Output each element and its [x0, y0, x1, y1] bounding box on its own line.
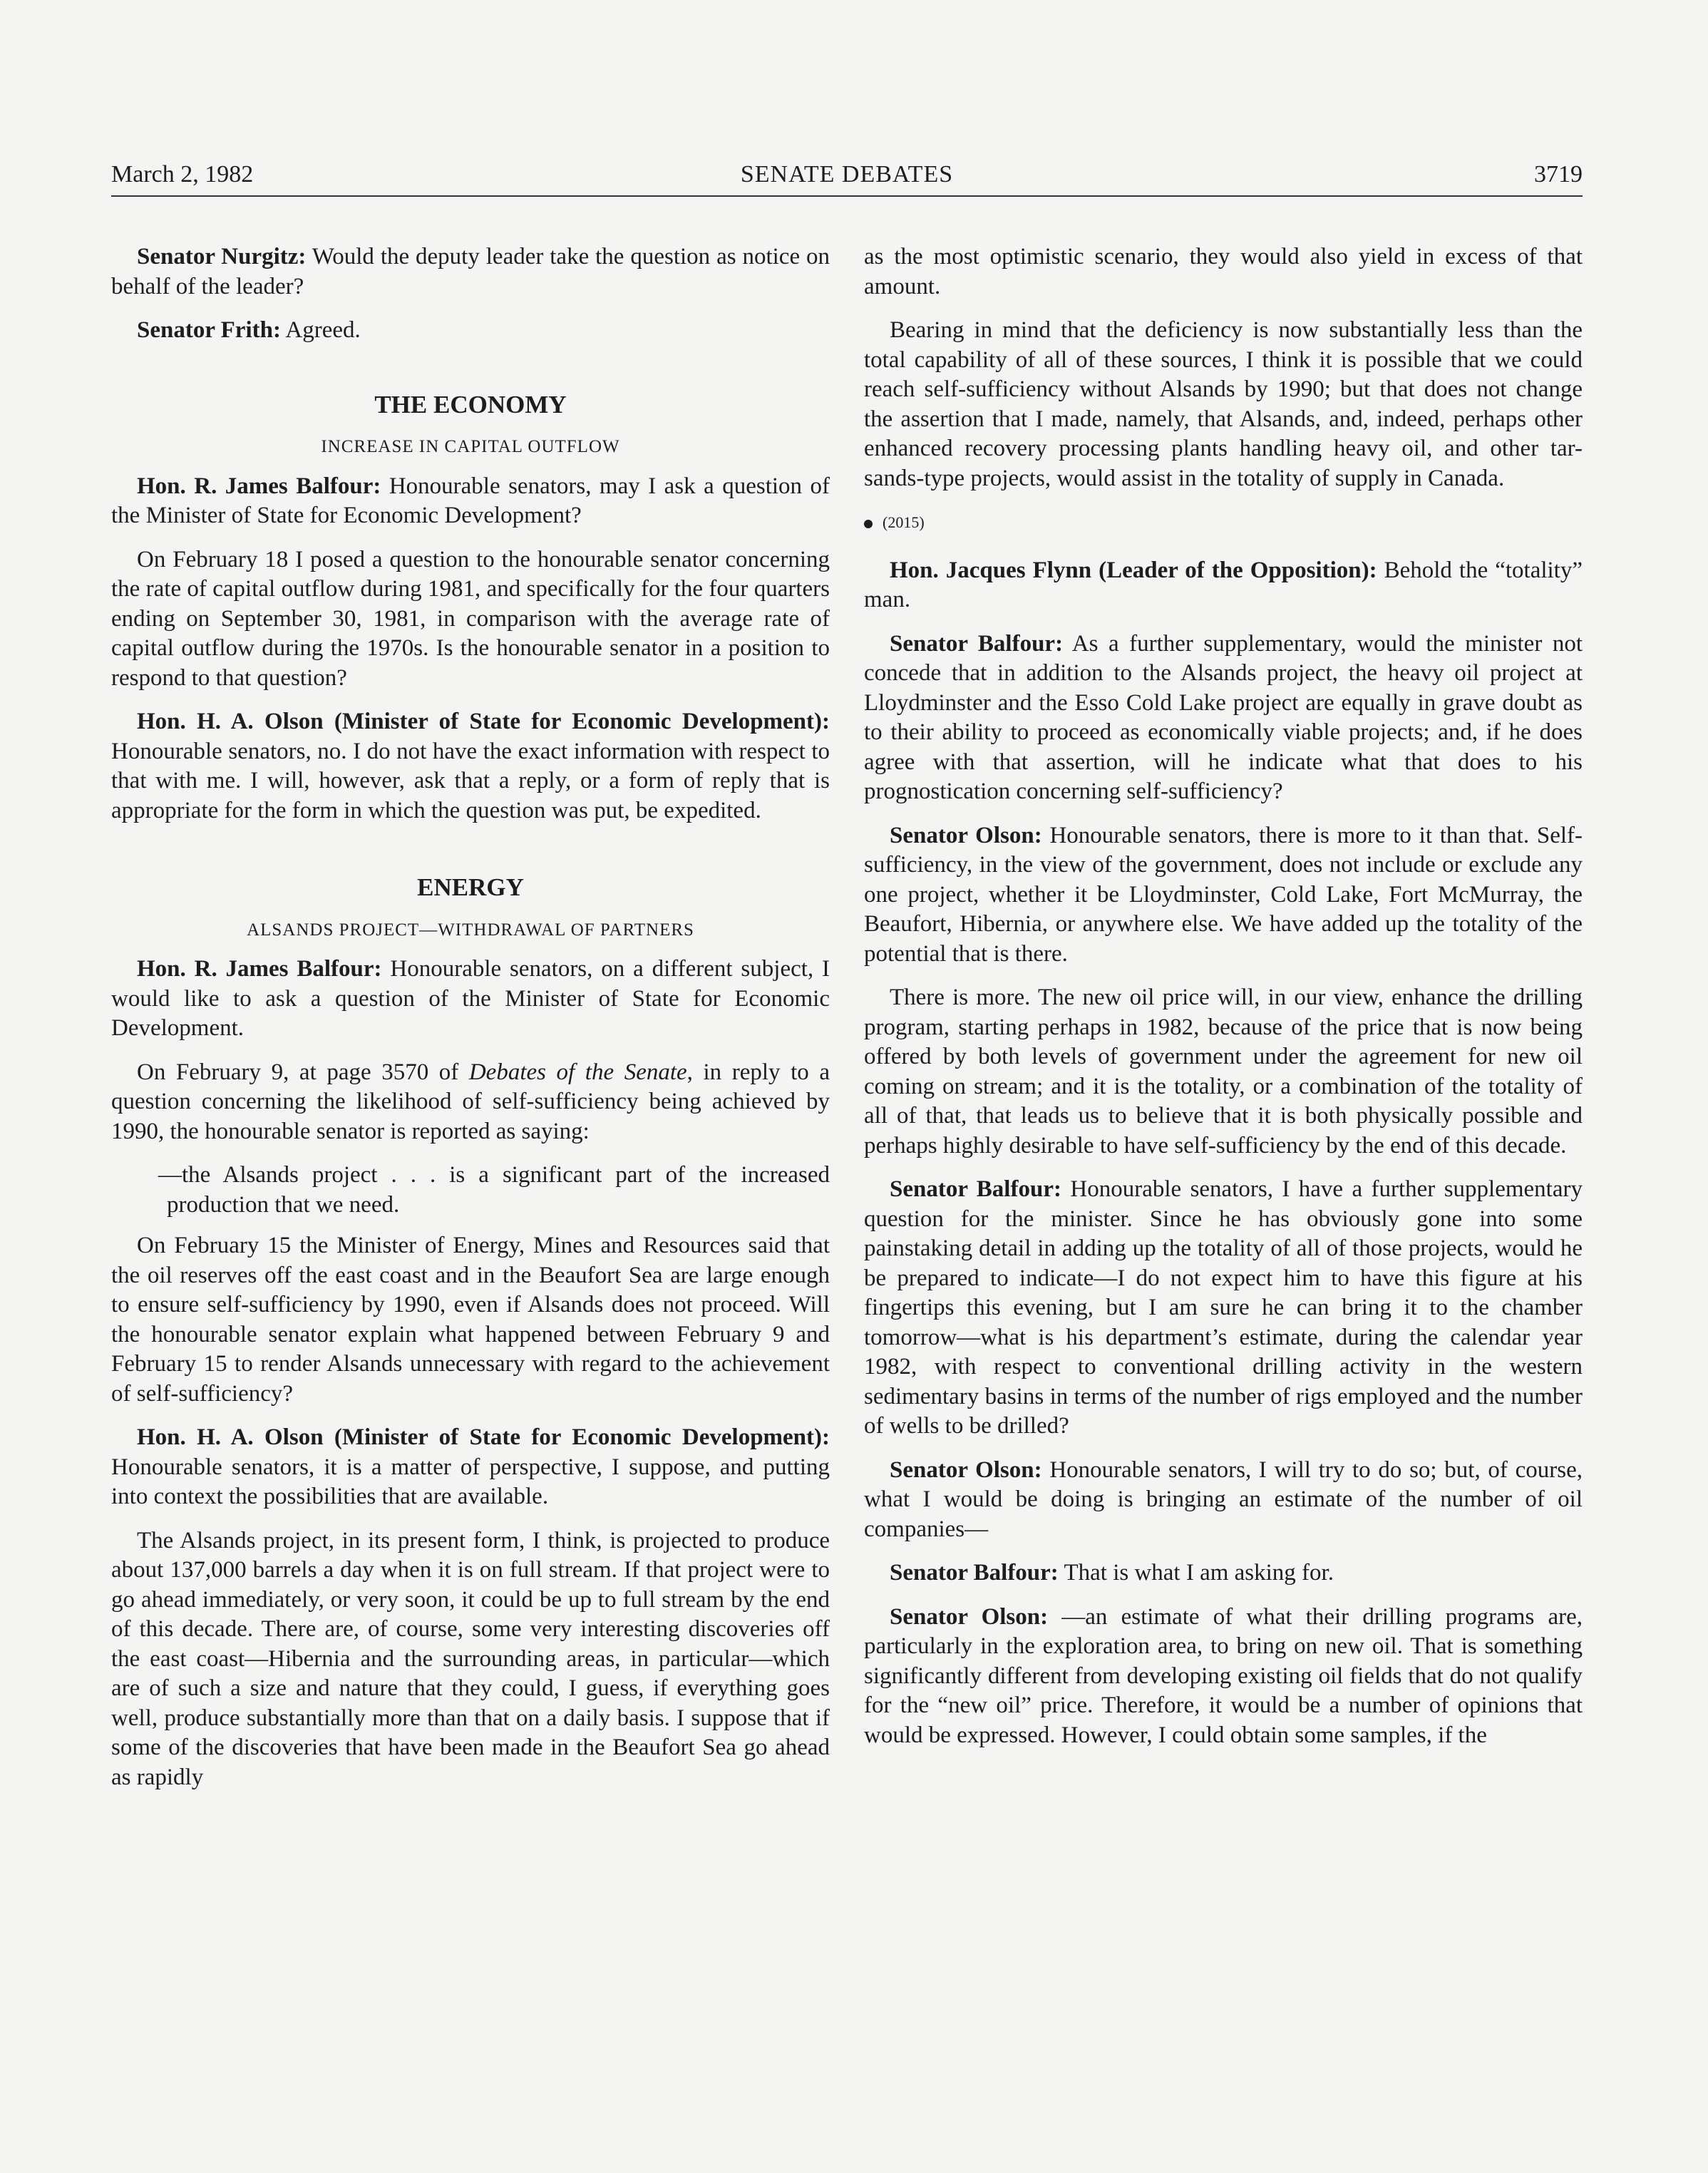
paragraph [864, 1175, 1583, 1442]
speech-text: Would the deputy leader take the question as notice on behalf of the leader? [111, 244, 830, 299]
speaker-name: Hon. R. James Balfour: [137, 473, 381, 499]
speaker-name: Senator Balfour: [890, 630, 1064, 657]
paragraph [111, 1423, 830, 1512]
speech-text: On February 9, at page 3570 of [137, 1059, 469, 1085]
speech-text: Honourable senators, I have a further supplementary question for the minister. Since he has obviously gone into some painstaking detail in adding up the totality of all of those projects, would he be prepared to indicate—I do not expect him to have this figure at his fingertips this evening, but I am sure he can bring it to the chamber tomorrow—what is his department’s estimate, during the calendar year 1982, with respect to conventional drilling activity in the western sedimentary basins in terms of the number of rigs employed and the number of wells to be drilled? [864, 1176, 1583, 1439]
paragraph [111, 955, 830, 1044]
section-heading: ENERGY [417, 873, 524, 901]
header-title: SENATE DEBATES [740, 161, 954, 187]
speaker-name: Senator Olson: [890, 1457, 1042, 1483]
speech-text: As a further supplementary, would the minister not concede that in addition to the Alsands project, the heavy oil project at Lloydminster and the Esso Cold Lake project are equally in grave doubt as to their ability to proceed as economically viable projects; and, if he does agree with that assertion, will he indicate what that does to his prognostication concerning self-sufficiency? [864, 630, 1583, 804]
paragraph [864, 1456, 1583, 1545]
paragraph [111, 1058, 830, 1147]
paragraph: On February 15 the Minister of Energy, Mines and Resources said that the oil reserves off the east coast and in the Beaufort Sea are large enough to ensure self-sufficiency by 1990, even if Alsands does not proceed. Will the honourable senator explain what happened between February 9 and February 15 to render Alsands unnecessary with regard to the achievement of self-sufficiency? [111, 1233, 830, 1407]
header-page-number: 3719 [1534, 161, 1583, 187]
paragraph [111, 242, 830, 302]
block-quote: —the Alsands project . . . is a significant part of the increased production that we need. [158, 1162, 830, 1218]
paragraph [864, 1603, 1583, 1751]
paragraph [864, 821, 1583, 970]
speaker-name: Senator Olson: [890, 822, 1042, 848]
paragraph [864, 556, 1583, 615]
section-subheading: ALSANDS PROJECT—WITHDRAWAL OF PARTNERS [247, 920, 694, 940]
speaker-name: Senator Nurgitz: [137, 244, 307, 269]
speaker-name: Senator Frith: [137, 317, 281, 343]
paragraph: The Alsands project, in its present form, I think, is projected to produce about 137,000 barrels a day when it is on full stream. If that project were to go ahead immediately, or very soon, it could be up to full stream by the end of this decade. There are, of course, some very interesting discoveries off the east coast—Hibernia and the surrounding areas, in particular—which are of such a size and nature that they could, I guess, if everything goes well, produce substantially more than that on a daily basis. I suppose that if some of the discoveries that have been made in the Beaufort Sea go ahead as rapidly [111, 1527, 830, 1790]
paragraph: Bearing in mind that the deficiency is now substantially less than the total capability of all of these sources, I think it is possible that we could reach self-sufficiency without Alsands by 1990; but that does not change the assertion that I made, namely, that Alsands, and, indeed, perhaps other enhanced recovery processing plants handling heavy oil, and other tar-sands-type projects, would assist in the totality of supply in Canada. [864, 317, 1583, 491]
paragraph: On February 18 I posed a question to the honourable senator concerning the rate of capital outflow during 1981, and specifically for the four quarters ending on September 30, 1981, in comparison with the average rate of capital outflow during the 1970s. Is the honourable senator in a position to respond to that question? [111, 546, 830, 691]
left-column [111, 242, 830, 1807]
speech-text: Honourable senators, on a different subject, I would like to ask a question of the Minister of State for Economic Development. [111, 956, 830, 1041]
publication-title: Debates of the Senate [468, 1059, 687, 1085]
speech-text: —an estimate of what their drilling programs are, particularly in the exploration area, to bring on new oil. That is something significantly different from developing existing oil fields that do not qualify for the “new oil” price. Therefore, it would be a number of opinions that would be expressed. However, I could obtain some samples, if the [864, 1603, 1583, 1748]
header-date: March 2, 1982 [111, 161, 254, 187]
time-marker [864, 508, 1583, 538]
paragraph [111, 472, 830, 531]
page-header [111, 158, 1583, 197]
paragraph [111, 316, 830, 346]
speech-text: Agreed. [280, 317, 361, 343]
paragraph: as the most optimistic scenario, they would also yield in excess of that amount. [864, 244, 1583, 299]
speaker-name: Hon. R. James Balfour: [137, 956, 382, 982]
speech-text: That is what I am asking for. [1058, 1560, 1334, 1586]
section-heading: THE ECONOMY [374, 390, 567, 418]
speaker-name: Senator Olson: [890, 1603, 1049, 1630]
paragraph: There is more. The new oil price will, in our view, enhance the drilling program, starting perhaps in 1982, because of the price that is now being offered by both levels of government under the agreement for new oil coming on stream; and it is the totality, or a combination of the totality of all of that, that leads us to believe that it is both physically possible and perhaps highly desirable to have self-sufficiency by the end of this decade. [864, 985, 1583, 1159]
speech-text: Behold the “totality” man. [864, 557, 1583, 612]
time-marker-label: (2015) [883, 513, 925, 531]
speaker-name: Hon. Jacques Flynn (Leader of the Opposition): [890, 557, 1377, 583]
right-column [864, 242, 1583, 1764]
speech-text: Honourable senators, it is a matter of perspective, I suppose, and putting into context the possibilities that are available. [111, 1454, 830, 1509]
paragraph [111, 707, 830, 826]
paragraph [864, 630, 1583, 807]
paragraph [864, 1558, 1583, 1588]
bullet-icon [864, 520, 873, 528]
speech-text: Honourable senators, may I ask a question of the Minister of State for Economic Development? [111, 473, 830, 528]
speech-text: Honourable senators, I will try to do so; but, of course, what I would be doing is bringing an estimate of the number of oil companies— [864, 1457, 1583, 1542]
section-subheading: INCREASE IN CAPITAL OUTFLOW [321, 437, 620, 456]
speaker-name: Hon. H. A. Olson (Minister of State for Economic Development): [137, 1424, 830, 1450]
speaker-name: Senator Balfour: [890, 1176, 1061, 1202]
speech-text: , in reply to a question concerning the likelihood of self-sufficiency being achieved by 1990, the honourable senator is reported as saying: [111, 1059, 830, 1144]
speaker-name: Hon. H. A. Olson (Minister of State for Economic Development): [137, 709, 830, 734]
speech-text: Honourable senators, no. I do not have the exact information with respect to that with me. I will, however, ask that a reply, or a form of reply that is appropriate for the form in which the question was put, be expedited. [111, 738, 830, 823]
speech-text: Honourable senators, there is more to it than that. Self-sufficiency, in the view of the government, does not include or exclude any one project, whether it be Lloydminster, Cold Lake, Fort McMurray, the Beaufort, Hibernia, or anywhere else. We have added up the totality of the potential that is there. [864, 822, 1583, 967]
speaker-name: Senator Balfour: [890, 1560, 1059, 1586]
